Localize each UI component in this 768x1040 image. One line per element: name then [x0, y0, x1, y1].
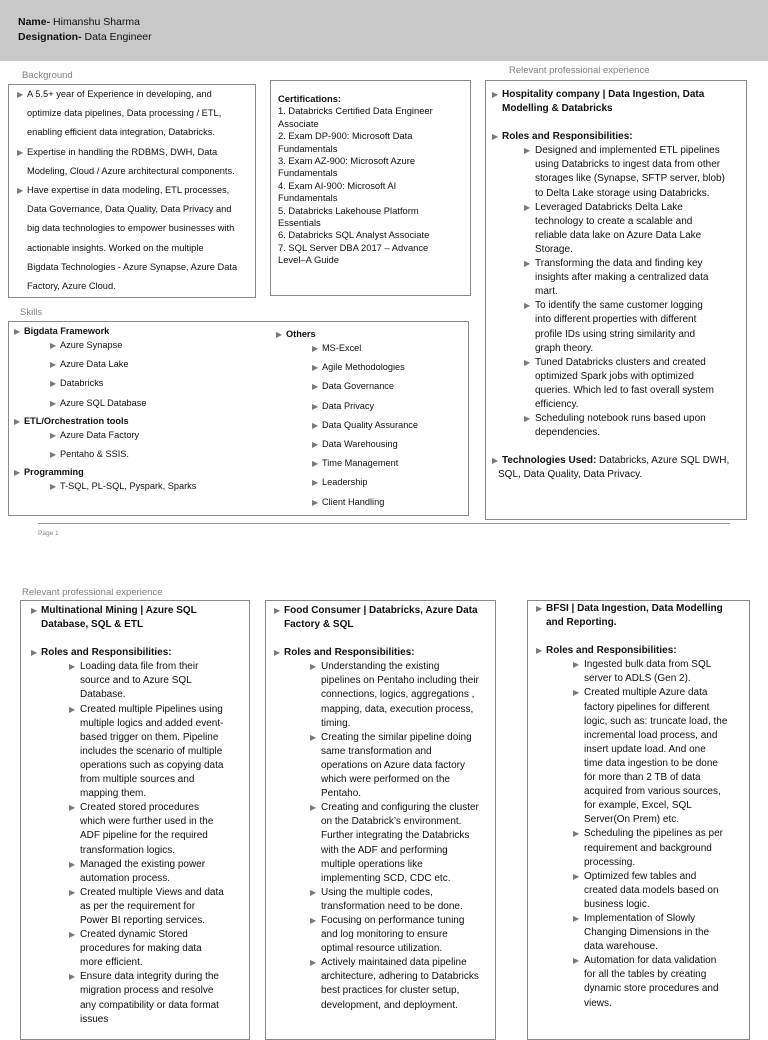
certification-line: 4. Exam AI-900: Microsoft AI	[278, 179, 397, 191]
triangle-bullet-icon: ▶	[310, 662, 317, 672]
triangle-bullet-icon: ▶	[69, 803, 76, 813]
certification-line: 7. SQL Server DBA 2017 – Advance	[278, 241, 429, 253]
responsibilities-list	[492, 144, 746, 440]
triangle-bullet-icon: ▶	[69, 972, 76, 982]
technologies-line: SQL, Data Quality, Data Privacy.	[498, 469, 643, 481]
triangle-bullet-icon: ▶	[50, 379, 57, 389]
responsibility-item	[524, 201, 746, 257]
technologies-line: ▶ Technologies Used: Databricks, Azure SQL DWH,	[492, 454, 746, 468]
triangle-bullet-icon: ▶	[312, 363, 319, 373]
triangle-bullet-icon: ▶	[312, 459, 319, 469]
certification-number: 1.	[278, 105, 286, 117]
triangle-bullet-icon: ▶	[50, 482, 57, 492]
triangle-bullet-icon: ▶	[69, 887, 76, 897]
triangle-bullet-icon: ▶	[573, 829, 580, 839]
background-line: ▶ A 5.5+ year of Experience in developing, and	[17, 85, 255, 104]
certification-number: 2.	[278, 130, 286, 142]
triangle-bullet-icon: ▶	[312, 420, 319, 430]
responsibility-line: profile IDs using string similarity and	[535, 328, 696, 340]
responsibility-line: Scheduling the pipelines as per	[584, 828, 723, 840]
responsibility-line: includes the scenario of multiple	[80, 745, 223, 757]
responsibility-item	[69, 660, 249, 702]
responsibility-line: Ensure data integrity during the	[80, 971, 219, 983]
skill-item: ▶ Data Warehousing	[276, 435, 418, 454]
triangle-bullet-icon: ▶	[312, 344, 319, 353]
responsibility-item	[573, 912, 749, 954]
responsibility-line: To identify the same customer logging	[535, 300, 703, 312]
triangle-bullet-icon: ▶	[17, 147, 24, 157]
responsibility-line: implementing SCD, CDC etc.	[321, 872, 451, 884]
triangle-bullet-icon: ▶	[312, 382, 319, 392]
skill-item: ▶ Data Privacy	[276, 397, 418, 416]
responsibilities-list	[536, 658, 749, 1010]
certification-item	[278, 105, 470, 130]
responsibility-line: queries. Which led to fast overall system	[535, 384, 714, 396]
page2-experience-title: Relevant professional experience	[22, 587, 163, 598]
responsibility-line: more efficient.	[80, 957, 143, 969]
roles-heading: ▶ Roles and Responsibilities:	[274, 646, 495, 660]
responsibility-line: Created multiple Pipelines using	[80, 703, 223, 715]
triangle-bullet-icon: ▶	[524, 259, 531, 269]
triangle-bullet-icon: ▶	[69, 662, 76, 672]
name-label: Name-	[18, 16, 51, 28]
certification-line: Level–A Guide	[278, 254, 339, 266]
triangle-bullet-icon: ▶	[312, 497, 319, 507]
responsibility-line: Scheduling notebook runs based upon	[535, 413, 706, 425]
triangle-bullet-icon: ▶	[573, 871, 580, 881]
mining-box	[20, 600, 250, 1040]
responsibility-item	[310, 914, 495, 956]
triangle-bullet-icon: ▶	[17, 90, 24, 99]
certifications-box	[270, 80, 471, 296]
responsibility-line: business logic.	[584, 898, 650, 910]
skill-category-bigdata: ▶ Bigdata Framework	[14, 326, 110, 336]
triangle-bullet-icon: ▶	[69, 859, 76, 869]
responsibility-item	[69, 703, 249, 802]
triangle-bullet-icon: ▶	[50, 430, 57, 440]
responsibility-line: as per the requirement for	[80, 900, 196, 912]
responsibility-line: using Databricks to ingest data from other	[535, 159, 721, 171]
skills-right-column	[276, 329, 418, 512]
technologies-label: Technologies Used:	[502, 455, 597, 467]
responsibilities-list	[274, 660, 495, 1012]
responsibility-item	[69, 970, 249, 1026]
responsibility-line: for more than 2 TB of data	[584, 772, 701, 784]
responsibility-item	[69, 928, 249, 970]
responsibility-line: Created stored procedures	[80, 802, 199, 814]
triangle-bullet-icon: ▶	[536, 646, 543, 656]
triangle-bullet-icon: ▶	[69, 704, 76, 714]
responsibility-line: Understanding the existing	[321, 661, 440, 673]
responsibility-line: Focusing on performance tuning	[321, 914, 465, 926]
responsibility-item	[69, 886, 249, 928]
responsibility-line: time data ingestion to be done	[584, 757, 718, 769]
responsibility-line: reliable data lake on Azure Data Lake	[535, 229, 702, 241]
triangle-bullet-icon: ▶	[524, 301, 531, 311]
certification-item	[278, 130, 470, 155]
experience-heading-line: ▶ Food Consumer | Databricks, Azure Data	[274, 604, 495, 618]
responsibility-line: Created multiple Views and data	[80, 886, 224, 898]
responsibility-item	[310, 956, 495, 1012]
background-title: Background	[22, 70, 73, 81]
responsibility-line: any compatibility or data format	[80, 999, 219, 1011]
responsibility-line: migration process and resolve	[80, 985, 214, 997]
responsibility-line: and log monitoring to ensure	[321, 929, 448, 941]
certification-line: 5. Databricks Lakehouse Platform	[278, 204, 419, 216]
experience-heading-line: ▶ Multinational Mining | Azure SQL	[31, 604, 249, 618]
certification-line: Associate	[278, 117, 319, 129]
bfsi-content	[528, 601, 749, 1011]
responsibility-line: Database.	[80, 689, 126, 701]
skills-box	[8, 321, 469, 516]
responsibility-line: which were further used in the	[80, 816, 214, 828]
triangle-bullet-icon: ▶	[573, 913, 580, 923]
skill-item: ▶ MS-Excel	[276, 339, 418, 358]
responsibility-line: graph theory.	[535, 342, 594, 354]
triangle-bullet-icon: ▶	[310, 803, 317, 813]
responsibility-line: Creating and configuring the cluster	[321, 802, 479, 814]
responsibility-line: data warehouse.	[584, 941, 658, 953]
header-bar	[0, 0, 768, 61]
background-line: ▶ Expertise in handling the RDBMS, DWH, Data	[17, 143, 255, 162]
responsibility-line: Created dynamic Stored	[80, 929, 188, 941]
triangle-bullet-icon: ▶	[573, 956, 580, 966]
triangle-bullet-icon: ▶	[274, 648, 281, 658]
skill-item: ▶ Data Quality Assurance	[276, 416, 418, 435]
responsibility-line: Optimized few tables and	[584, 870, 697, 882]
triangle-bullet-icon: ▶	[14, 416, 21, 426]
responsibility-line: dynamic store procedures and	[584, 983, 719, 995]
responsibility-line: transformation logics.	[80, 844, 176, 856]
triangle-bullet-icon: ▶	[50, 360, 57, 370]
responsibility-item	[573, 954, 749, 1010]
skill-item: ▶ Azure Synapse	[14, 336, 196, 355]
responsibility-line: created data models based on	[584, 884, 719, 896]
certification-line: 1. Databricks Certified Data Engineer	[278, 105, 433, 117]
hospitality-box	[485, 80, 747, 520]
background-line: enabling efficient data integration, Databricks.	[27, 127, 215, 138]
certification-item	[278, 229, 470, 241]
triangle-bullet-icon: ▶	[50, 450, 57, 460]
triangle-bullet-icon: ▶	[50, 398, 57, 408]
experience-heading-line: Factory & SQL	[284, 619, 354, 631]
responsibility-line: dependencies.	[535, 427, 601, 439]
certification-line: Essentials	[278, 217, 321, 229]
experience-heading-line: ▶ Hospitality company | Data Ingestion, Data	[492, 88, 746, 102]
responsibility-line: Server(On Prem) etc.	[584, 814, 680, 826]
skill-category-others: ▶ Others	[276, 329, 316, 339]
triangle-bullet-icon: ▶	[31, 606, 38, 615]
bfsi-box	[527, 600, 750, 1040]
background-line: Data Governance, Data Quality, Data Privacy and	[27, 204, 232, 215]
responsibility-line: Managed the existing power	[80, 858, 206, 870]
responsibility-line: optimized Spark jobs with optimized	[535, 370, 694, 382]
certification-number: 5.	[278, 204, 286, 216]
responsibility-line: based trigger on them. Pipeline	[80, 731, 219, 743]
designation-label: Designation-	[18, 31, 82, 43]
background-item	[17, 85, 255, 143]
responsibility-line: connections, logics, aggregations ,	[321, 689, 475, 701]
responsibility-line: Ingested bulk data from SQL	[584, 659, 712, 671]
certification-line: Fundamentals	[278, 167, 338, 179]
responsibility-item	[310, 801, 495, 886]
responsibility-line: development, and deployment.	[321, 999, 458, 1011]
responsibility-line: transformation need to be done.	[321, 900, 463, 912]
responsibility-line: mapping them.	[80, 788, 147, 800]
responsibility-line: on the Databrick’s environment.	[321, 816, 462, 828]
responsibility-line: Further integrating the Databricks	[321, 830, 470, 842]
certification-number: 3.	[278, 155, 286, 167]
responsibility-item	[573, 870, 749, 912]
responsibility-line: insert update load. And one	[584, 743, 706, 755]
background-line: Bigdata Technologies - Azure Synapse, Azure Data	[27, 261, 238, 272]
responsibility-line: ADF pipeline for the required	[80, 830, 208, 842]
triangle-bullet-icon: ▶	[274, 606, 281, 615]
responsibility-line: Designed and implemented ETL pipelines	[535, 145, 720, 157]
responsibility-item	[524, 144, 746, 200]
skill-item: ▶ Azure Data Factory	[14, 426, 196, 445]
responsibility-line: to Delta Lake storage using Databricks.	[535, 187, 710, 199]
responsibility-item	[573, 827, 749, 869]
certification-item	[278, 180, 470, 205]
responsibility-line: operations such as copying data	[80, 759, 224, 771]
background-list	[9, 85, 255, 296]
certification-item	[278, 155, 470, 180]
triangle-bullet-icon: ▶	[524, 202, 531, 212]
responsibility-item	[524, 299, 746, 355]
responsibility-line: with the ADF and performing	[321, 844, 448, 856]
certification-line: 6. Databricks SQL Analyst Associate	[278, 229, 430, 241]
skill-item: ▶ Leadership	[276, 473, 418, 492]
skill-item: ▶ Azure Data Lake	[14, 355, 196, 374]
certifications-title: Certifications:	[278, 93, 342, 104]
responsibility-line: for example, Excel, SQL	[584, 800, 692, 812]
experience-heading-line: ▶ BFSI | Data Ingestion, Data Modelling	[536, 602, 749, 616]
certification-line: 2. Exam DP-900: Microsoft Data	[278, 130, 413, 142]
responsibility-line: processing.	[584, 856, 636, 868]
responsibility-line: optimal resource utilization.	[321, 943, 443, 955]
experience-heading-line: Database, SQL & ETL	[41, 619, 144, 631]
roles-heading: ▶ Roles and Responsibilities:	[492, 130, 746, 144]
responsibility-item	[524, 257, 746, 299]
roles-heading: ▶ Roles and Responsibilities:	[536, 644, 749, 658]
responsibility-item	[310, 886, 495, 914]
triangle-bullet-icon: ▶	[312, 440, 319, 450]
responsibility-line: multiple logics and added event-	[80, 717, 224, 729]
background-line: actionable insights. Worked on the multiple	[27, 242, 204, 253]
triangle-bullet-icon: ▶	[276, 330, 283, 339]
responsibility-line: technology to create a scalable and	[535, 215, 693, 227]
responsibility-line: mart.	[535, 286, 558, 298]
skill-item: ▶ Azure SQL Database	[14, 394, 196, 413]
responsibility-line: server to ADLS (Gen 2).	[584, 673, 691, 685]
responsibility-item	[310, 660, 495, 730]
responsibility-item	[69, 858, 249, 886]
skill-item: ▶ Databricks	[14, 374, 196, 393]
mining-content	[21, 601, 249, 1027]
experience-heading	[31, 604, 249, 632]
responsibility-line: into different properties with different	[535, 314, 697, 326]
certification-line: Fundamentals	[278, 192, 338, 204]
bigdata-skills-list	[14, 336, 196, 413]
certification-line: 3. Exam AZ-900: Microsoft Azure	[278, 155, 416, 167]
skill-category-etl: ▶ ETL/Orchestration tools	[14, 415, 129, 426]
responsibility-item	[310, 731, 495, 801]
triangle-bullet-icon: ▶	[524, 146, 531, 156]
responsibility-line: procedures for making data	[80, 943, 202, 955]
certification-number: 4.	[278, 179, 286, 191]
technologies-used	[492, 454, 746, 482]
skill-item: ▶ Client Handling	[276, 493, 418, 512]
responsibility-line: source and to Azure SQL	[80, 675, 192, 687]
responsibility-line: pipelines on Pentaho including their	[321, 675, 479, 687]
triangle-bullet-icon: ▶	[310, 958, 317, 968]
responsibility-line: for all the tables by creating	[584, 969, 707, 981]
responsibility-line: Creating the similar pipeline doing	[321, 731, 472, 743]
triangle-bullet-icon: ▶	[573, 688, 580, 698]
responsibility-line: Using the multiple codes,	[321, 886, 433, 898]
responsibility-item	[524, 412, 746, 440]
certification-line: Fundamentals	[278, 142, 338, 154]
background-item	[17, 143, 255, 181]
responsibility-line: from multiple sources and	[80, 774, 195, 786]
responsibility-line: Implementation of Slowly	[584, 912, 696, 924]
skills-title: Skills	[20, 307, 43, 318]
food-box	[265, 600, 496, 1040]
responsibility-line: which were performed on the	[321, 774, 450, 786]
experience-heading	[274, 604, 495, 632]
triangle-bullet-icon: ▶	[310, 732, 317, 742]
name-value: Himanshu Sharma	[50, 16, 140, 28]
background-line: optimize data pipelines, Data processing / ETL,	[27, 108, 222, 119]
responsibility-line: operations on Azure data factory	[321, 759, 465, 771]
triangle-bullet-icon: ▶	[14, 468, 21, 478]
experience-heading-line: Modelling & Databricks	[502, 103, 613, 115]
responsibility-line: Leveraged Databricks Delta Lake	[535, 201, 683, 213]
certifications-list	[278, 105, 470, 266]
responsibility-line: storages like (Synapse, SFTP server, blob)	[535, 173, 725, 185]
responsibility-item	[524, 356, 746, 412]
responsibility-line: mapping, data, execution process,	[321, 703, 474, 715]
triangle-bullet-icon: ▶	[536, 604, 543, 613]
skill-item: ▶ Pentaho & SSIS.	[14, 445, 196, 464]
triangle-bullet-icon: ▶	[492, 132, 499, 142]
responsibility-line: logic, such as: truncate load, the	[584, 715, 728, 727]
responsibility-line: multiple operations like	[321, 858, 423, 870]
name-line	[18, 16, 140, 28]
responsibility-line: Power BI reporting services.	[80, 914, 206, 926]
triangle-bullet-icon: ▶	[31, 648, 38, 658]
triangle-bullet-icon: ▶	[310, 915, 317, 925]
responsibility-line: issues	[80, 1013, 109, 1025]
responsibilities-list	[31, 660, 249, 1026]
background-line: Factory, Azure Cloud.	[27, 281, 116, 292]
skills-left-column	[14, 326, 196, 496]
background-line: big data technologies to empower businesses with	[27, 223, 235, 234]
responsibility-line: views.	[584, 997, 612, 1009]
responsibility-line: incremental load process, and	[584, 729, 718, 741]
triangle-bullet-icon: ▶	[312, 478, 319, 488]
skill-item: ▶ Data Governance	[276, 377, 418, 396]
responsibility-item	[573, 686, 749, 827]
responsibility-line: timing.	[321, 717, 351, 729]
food-content	[266, 601, 495, 1013]
responsibility-line: Automation for data validation	[584, 955, 717, 967]
roles-heading: ▶ Roles and Responsibilities:	[31, 646, 249, 660]
certification-number: 7.	[278, 241, 286, 253]
triangle-bullet-icon: ▶	[14, 327, 21, 336]
experience-title: Relevant professional experience	[509, 65, 650, 76]
responsibility-line: best practices for cluster setup,	[321, 985, 460, 997]
experience-heading-line: and Reporting.	[546, 617, 617, 629]
designation-value: Data Engineer	[81, 31, 152, 43]
page-divider	[38, 523, 730, 524]
hospitality-content	[486, 81, 746, 482]
responsibility-item	[573, 658, 749, 686]
triangle-bullet-icon: ▶	[69, 930, 76, 940]
triangle-bullet-icon: ▶	[524, 414, 531, 424]
triangle-bullet-icon: ▶	[524, 357, 531, 367]
background-box	[8, 84, 256, 298]
other-skills-list	[276, 339, 418, 512]
triangle-bullet-icon: ▶	[50, 341, 57, 350]
responsibility-line: Loading data file from their	[80, 661, 199, 673]
etl-skills-list	[14, 426, 196, 464]
designation-line	[18, 31, 152, 43]
triangle-bullet-icon: ▶	[312, 401, 319, 411]
triangle-bullet-icon: ▶	[310, 887, 317, 897]
responsibility-item	[69, 801, 249, 857]
responsibility-line: Actively maintained data pipeline	[321, 957, 467, 969]
responsibility-line: Storage.	[535, 243, 573, 255]
responsibility-line: architecture, adhering to Databricks	[321, 971, 479, 983]
responsibility-line: requirement and background	[584, 842, 712, 854]
certification-item	[278, 242, 470, 267]
triangle-bullet-icon: ▶	[17, 186, 24, 196]
triangle-bullet-icon: ▶	[492, 456, 499, 466]
skill-item: ▶ Time Management	[276, 454, 418, 473]
programming-skills-list	[14, 477, 196, 496]
experience-heading	[536, 602, 749, 630]
responsibility-line: Changing Dimensions in the	[584, 927, 710, 939]
triangle-bullet-icon: ▶	[573, 660, 580, 670]
certification-number: 6.	[278, 229, 286, 241]
responsibility-line: Transforming the data and finding key	[535, 258, 703, 270]
skill-item: ▶ Agile Methodologies	[276, 358, 418, 377]
responsibility-line: insights after making a centralized data	[535, 272, 709, 284]
page-number: Page 1	[38, 530, 59, 537]
experience-heading	[492, 88, 746, 116]
background-line: Modeling, Cloud / Azure architectural components.	[27, 165, 235, 176]
triangle-bullet-icon: ▶	[492, 90, 499, 99]
responsibility-line: acquired from various sources,	[584, 786, 721, 798]
skill-category-programming: ▶ Programming	[14, 467, 84, 478]
skill-item: ▶ T-SQL, PL-SQL, Pyspark, Sparks	[14, 477, 196, 496]
background-item	[17, 181, 255, 296]
responsibility-line: Created multiple Azure data	[584, 687, 708, 699]
responsibility-line: Tuned Databricks clusters and created	[535, 356, 706, 368]
responsibility-line: efficiency.	[535, 398, 579, 410]
responsibility-line: same transformation and	[321, 745, 432, 757]
certification-item	[278, 205, 470, 230]
responsibility-line: factory pipelines for different	[584, 701, 710, 713]
background-line: ▶ Have expertise in data modeling, ETL processes,	[17, 181, 255, 200]
responsibility-line: Pentaho.	[321, 788, 362, 800]
responsibility-line: automation process.	[80, 872, 171, 884]
